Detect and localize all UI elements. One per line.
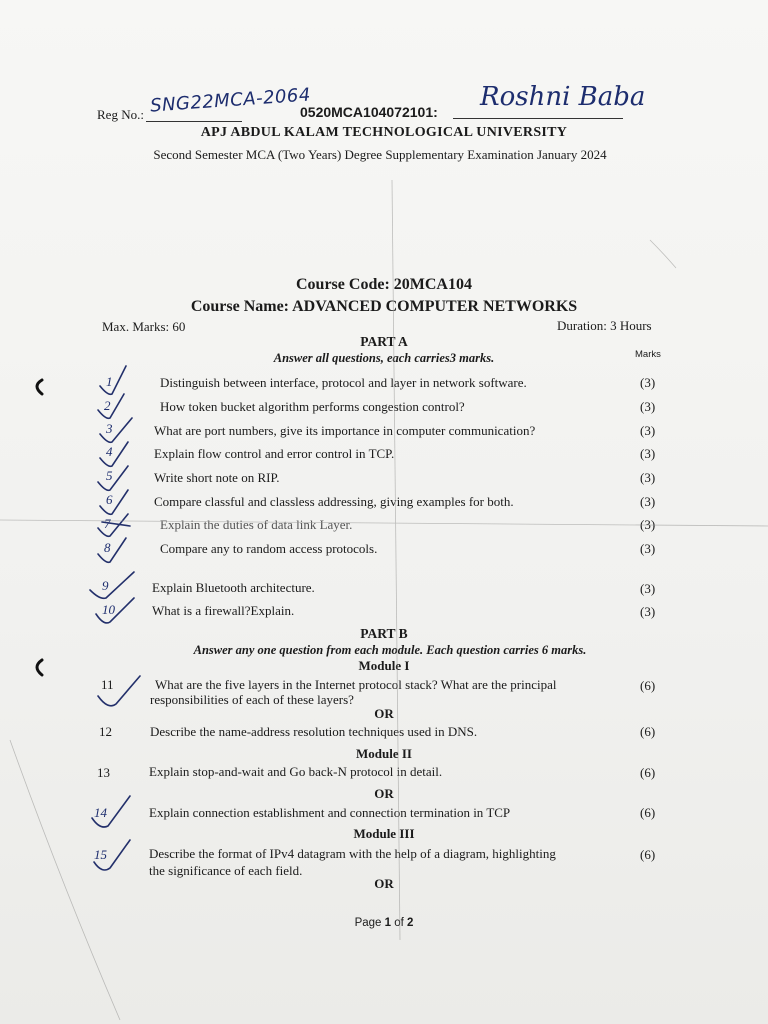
tick-mark-9 xyxy=(90,572,134,598)
course-name: Course Name: ADVANCED COMPUTER NETWORKS xyxy=(190,298,578,315)
question-3-text: What are port numbers, give its importance in computer communication? xyxy=(154,423,536,438)
question-8-marks: (3) xyxy=(640,541,656,556)
question-1-number: 1 xyxy=(106,374,113,389)
question-8-text: Compare any to random access protocols. xyxy=(160,541,378,556)
question-5-text: Write short note on RIP. xyxy=(154,470,280,485)
question-15-line1: Describe the format of IPv4 datagram with the help of a diagram, highlighting xyxy=(149,846,556,861)
question-4-marks: (3) xyxy=(640,446,656,461)
crease-line-4 xyxy=(650,240,676,268)
question-15-number: 15 xyxy=(94,847,107,862)
question-4-number: 4 xyxy=(106,444,113,459)
margin-mark-1 xyxy=(37,380,42,394)
question-15-marks: (6) xyxy=(640,847,656,862)
question-13-number: 13 xyxy=(97,765,110,780)
or-separator-3: OR xyxy=(374,876,394,891)
question-2-number: 2 xyxy=(104,398,111,413)
part-b-instruction: Answer any one question from each module. Each question carries 6 marks. xyxy=(193,643,587,657)
question-6-number: 6 xyxy=(106,492,113,507)
or-separator-2: OR xyxy=(374,786,394,801)
university-title: APJ ABDUL KALAM TECHNOLOGICAL UNIVERSITY xyxy=(200,125,568,140)
question-13-line1: Explain stop-and-wait and Go back-N protocol in detail. xyxy=(149,764,443,779)
course-code: Course Code: 20MCA104 xyxy=(296,276,472,293)
question-9-number: 9 xyxy=(102,578,109,593)
name-handwritten: Roshni Baba xyxy=(480,82,646,112)
exam-title: Second Semester MCA (Two Years) Degree Supplementary Examination January 2024 xyxy=(153,147,607,162)
question-11-line1: What are the five layers in the Internet protocol stack? What are the principal xyxy=(155,677,557,692)
question-1-text: Distinguish between interface, protocol and layer in network software. xyxy=(160,375,527,390)
tick-mark-7 xyxy=(98,514,128,536)
question-13-marks: (6) xyxy=(640,765,656,780)
question-4-text: Explain flow control and error control in TCP. xyxy=(154,446,395,461)
question-9-marks: (3) xyxy=(640,581,656,596)
question-6-marks: (3) xyxy=(640,494,656,509)
marks-header: Marks xyxy=(635,349,661,360)
question-14-line1: Explain connection establishment and connection termination in TCP xyxy=(149,805,511,820)
max-marks: Max. Marks: 60 xyxy=(102,319,186,334)
part-a-title: PART A xyxy=(360,334,408,349)
question-10-text: What is a firewall?Explain. xyxy=(152,603,295,618)
tick-mark-5 xyxy=(98,466,128,490)
question-10-number: 10 xyxy=(102,602,115,617)
question-10-marks: (3) xyxy=(640,604,656,619)
question-3-number: 3 xyxy=(106,421,113,436)
question-12-number: 12 xyxy=(99,724,112,739)
module-3-title: Module III xyxy=(353,826,415,841)
name-underline xyxy=(453,118,623,119)
question-12-line1: Describe the name-address resolution techniques used in DNS. xyxy=(150,724,478,739)
question-6-text: Compare classful and classless addressing, giving examples for both. xyxy=(154,494,514,509)
tick-mark-8 xyxy=(98,538,126,562)
question-5-marks: (3) xyxy=(640,470,656,485)
question-12-marks: (6) xyxy=(640,724,656,739)
duration: Duration: 3 Hours xyxy=(557,318,652,333)
question-7-number: 7 xyxy=(104,516,111,531)
question-5-number: 5 xyxy=(106,468,113,483)
part-a-instruction: Answer all questions, each carries3 marks. xyxy=(273,351,495,365)
tick-mark-4 xyxy=(100,442,128,466)
question-11-marks: (6) xyxy=(640,678,656,693)
page-footer: Page 1 of 2 xyxy=(354,917,414,929)
question-11-number: 11 xyxy=(101,677,114,692)
reg-underline xyxy=(146,121,242,122)
question-1-marks: (3) xyxy=(640,375,656,390)
tick-mark-3 xyxy=(100,418,132,442)
module-1-title: Module I xyxy=(358,658,410,673)
question-2-text: How token bucket algorithm performs congestion control? xyxy=(160,399,465,414)
reg-label: Reg No.: xyxy=(97,107,144,122)
reg-code: 0520MCA104072101: xyxy=(300,104,438,120)
question-2-marks: (3) xyxy=(640,399,656,414)
or-separator-1: OR xyxy=(374,706,394,721)
question-3-marks: (3) xyxy=(640,423,656,438)
question-7-marks: (3) xyxy=(640,517,656,532)
question-8-number: 8 xyxy=(104,540,111,555)
question-14-number: 14 xyxy=(94,805,107,820)
question-9-text: Explain Bluetooth architecture. xyxy=(152,580,315,595)
tick-mark-1 xyxy=(100,366,126,394)
tick-mark-6 xyxy=(100,490,128,514)
module-2-title: Module II xyxy=(356,746,412,761)
tick-mark-2 xyxy=(98,394,124,418)
reg-handwritten: SNG22MCA-2064 xyxy=(149,84,312,117)
part-b-title: PART B xyxy=(360,626,408,641)
question-14-marks: (6) xyxy=(640,805,656,820)
question-15-line2: the significance of each field. xyxy=(149,863,303,878)
question-11-line2: responsibilities of each of these layers? xyxy=(150,692,354,707)
question-7-text: Explain the duties of data link Layer. xyxy=(160,517,353,532)
